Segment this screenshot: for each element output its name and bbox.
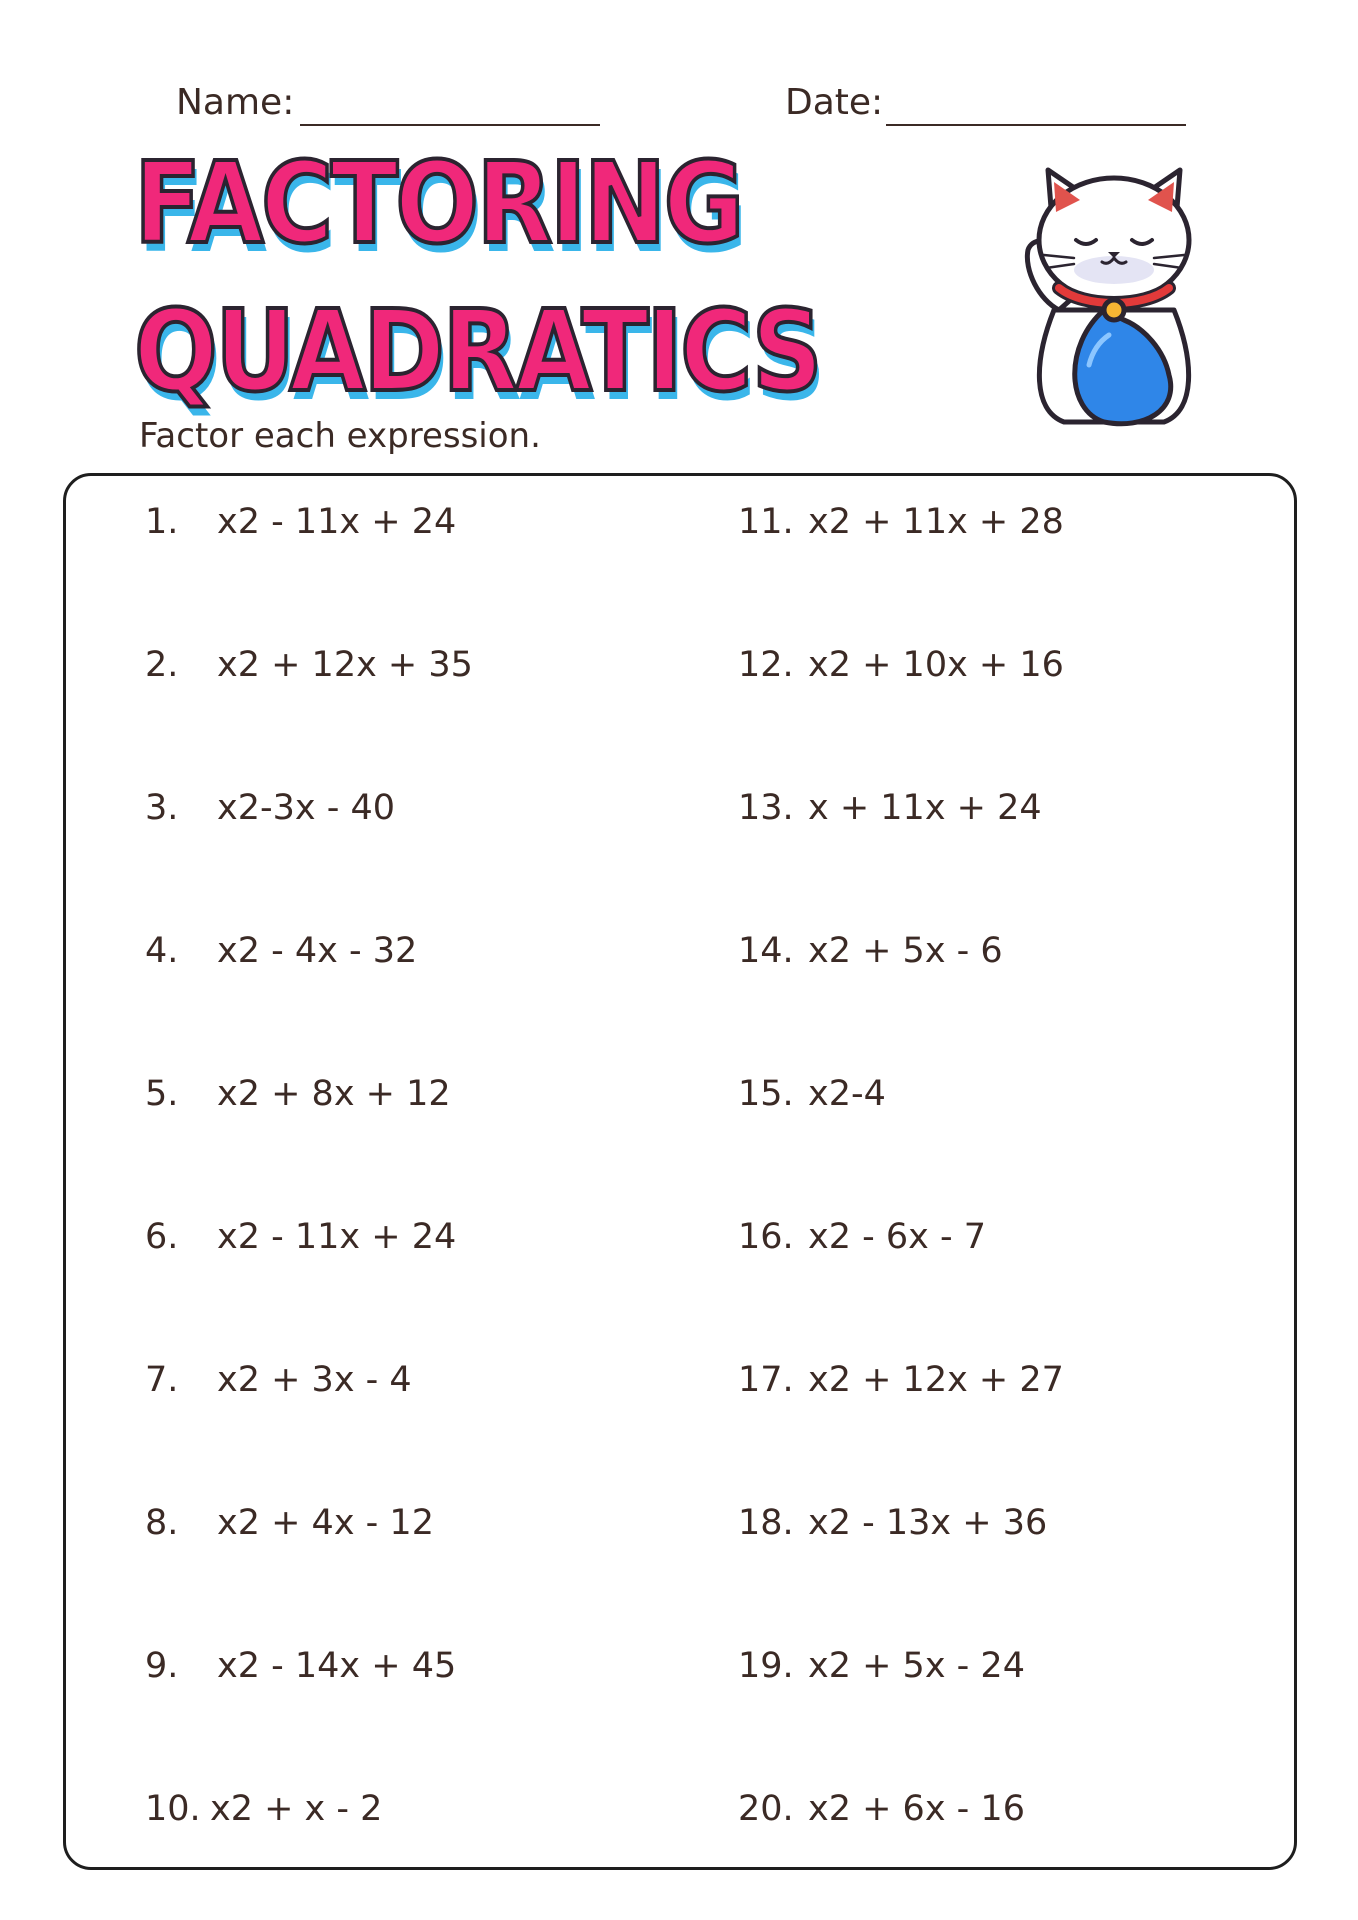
problem-expression: x2 + x - 2: [210, 1789, 383, 1829]
problem-number: 20.: [738, 1789, 794, 1829]
problem-item: [145, 1789, 382, 1829]
problem-expression: x2 + 10x + 16: [808, 645, 1064, 685]
problem-item: [738, 1789, 1025, 1829]
problem-expression: x2 - 4x - 32: [217, 931, 418, 971]
problem-item: [145, 1503, 434, 1543]
problem-expression: x2 + 8x + 12: [217, 1074, 451, 1114]
problem-expression: x2 - 14x + 45: [217, 1646, 457, 1686]
problem-expression: x2 + 5x - 6: [808, 931, 1003, 971]
problem-item: [738, 788, 1042, 828]
problem-item: [145, 1360, 412, 1400]
problem-item: [145, 645, 473, 685]
problem-expression: x2 - 11x + 24: [217, 502, 457, 542]
problem-item: [145, 788, 395, 828]
problem-expression: x2 + 5x - 24: [808, 1646, 1025, 1686]
problem-item: [738, 1360, 1064, 1400]
name-label: Name:: [176, 82, 295, 123]
problem-number: 10.: [145, 1789, 201, 1829]
problem-expression: x2 + 12x + 35: [217, 645, 473, 685]
problem-number: 7.: [145, 1360, 179, 1400]
problem-item: [738, 645, 1064, 685]
problem-expression: x2 + 3x - 4: [217, 1360, 412, 1400]
problem-number: 3.: [145, 788, 179, 828]
problem-number: 13.: [738, 788, 794, 828]
title-line-2: QUADRATICS: [134, 287, 821, 417]
date-field-line[interactable]: [886, 124, 1186, 126]
problem-item: [145, 1074, 451, 1114]
problem-expression: x2 - 13x + 36: [808, 1503, 1048, 1543]
problem-expression: x2 + 11x + 28: [808, 502, 1064, 542]
title-line-1: FACTORING: [134, 139, 742, 269]
problem-number: 5.: [145, 1074, 179, 1114]
problem-item: [145, 502, 456, 542]
problem-number: 4.: [145, 931, 179, 971]
problem-number: 8.: [145, 1503, 179, 1543]
problem-expression: x2-3x - 40: [217, 788, 396, 828]
problem-item: [145, 1646, 456, 1686]
problem-expression: x2-4: [808, 1074, 886, 1114]
problem-item: [738, 1074, 886, 1114]
problem-item: [738, 502, 1064, 542]
problem-number: 17.: [738, 1360, 794, 1400]
problem-number: 19.: [738, 1646, 794, 1686]
problem-expression: x + 11x + 24: [808, 788, 1042, 828]
problem-number: 12.: [738, 645, 794, 685]
problem-number: 14.: [738, 931, 794, 971]
date-label: Date:: [785, 82, 884, 123]
problem-expression: x2 + 4x - 12: [217, 1503, 434, 1543]
problem-item: [145, 1217, 456, 1257]
name-field-line[interactable]: [300, 124, 600, 126]
problem-expression: x2 + 6x - 16: [808, 1789, 1025, 1829]
problem-expression: x2 - 6x - 7: [808, 1217, 986, 1257]
problem-number: 6.: [145, 1217, 179, 1257]
problem-expression: x2 - 11x + 24: [217, 1217, 457, 1257]
problem-number: 11.: [738, 502, 794, 542]
problem-expression: x2 + 12x + 27: [808, 1360, 1064, 1400]
problem-number: 15.: [738, 1074, 794, 1114]
lucky-cat-icon: [1004, 160, 1224, 435]
problem-item: [738, 931, 1003, 971]
problem-number: 2.: [145, 645, 179, 685]
problem-item: [145, 931, 417, 971]
problem-number: 18.: [738, 1503, 794, 1543]
problem-number: 16.: [738, 1217, 794, 1257]
problem-number: 9.: [145, 1646, 179, 1686]
problem-number: 1.: [145, 502, 179, 542]
problem-item: [738, 1217, 986, 1257]
instructions: Factor each expression.: [139, 416, 541, 456]
problem-item: [738, 1646, 1025, 1686]
problem-item: [738, 1503, 1047, 1543]
